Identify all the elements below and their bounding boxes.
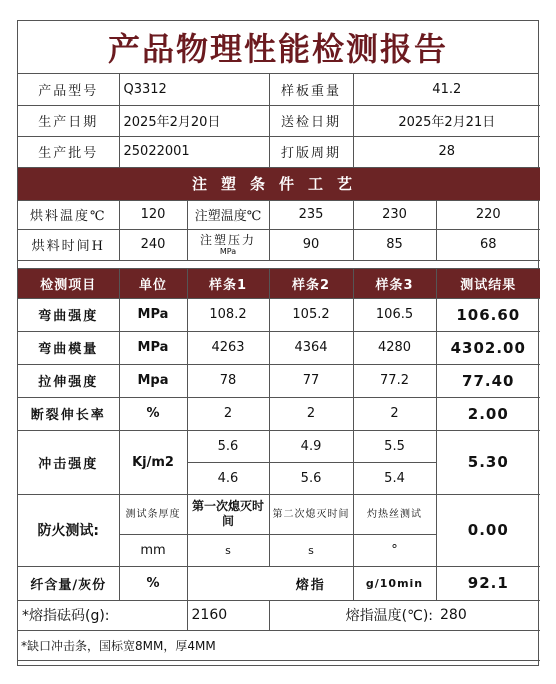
melt-temp-value: 280 [436,600,540,630]
col-header-s1: 样条1 [187,268,269,298]
impact-s3: 5.5 [353,430,436,462]
impact-s1: 5.6 [187,430,269,462]
dry-temp-value: 120 [119,200,187,229]
fire-first-unit: s [187,534,269,566]
test-item: 拉伸强度 [18,364,119,397]
spacer-row [18,260,540,268]
test-unit: MPa [119,331,187,364]
test-unit: Mpa [119,364,187,397]
weight-label: 样板重量 [269,74,353,105]
inj-press-value: 85 [353,229,436,260]
inj-temp-value: 230 [353,200,436,229]
inj-press-value: 90 [269,229,353,260]
fire-wire-unit: ° [353,534,436,566]
inj-temp-value: 220 [436,200,540,229]
fire-thickness-label: 测试条厚度 [119,494,187,534]
process-band: 注塑条件工艺 [18,167,540,200]
inj-press-value: 68 [436,229,540,260]
melt-row [18,600,540,630]
model-value: Q3312 [119,74,269,105]
melt-index-label: 熔指 [269,566,353,600]
melt-weight-value: 2160 [187,600,269,630]
inj-temp-value: 235 [269,200,353,229]
impact-row-1 [18,430,540,462]
melt-weight-label: *熔指砝码(g): [18,600,187,630]
test-result: 2.00 [436,397,540,430]
report-table [18,74,540,661]
inj-press-label: 注塑压力 [200,233,257,247]
test-result: 106.60 [436,298,540,331]
inj-press-cell [187,229,269,260]
table-row [18,397,540,430]
test-unit: % [119,397,187,430]
send-date-label: 送检日期 [269,105,353,136]
fire-wire-label: 灼热丝测试 [353,494,436,534]
fire-row-1 [18,494,540,534]
col-header-s2: 样条2 [269,268,353,298]
prod-date-label: 生产日期 [18,105,119,136]
test-s3: 106.5 [353,298,436,331]
test-s3: 2 [353,397,436,430]
fire-item: 防火测试: [18,494,119,566]
batch-label: 生产批号 [18,136,119,167]
dry-time-label: 烘料时间H [18,229,119,260]
process-row-temp [18,200,540,229]
inj-press-unit: MPa [219,247,237,256]
process-band-row [18,167,540,200]
info-row-model [18,74,540,105]
fiber-row [18,566,540,600]
test-s1: 78 [187,364,269,397]
table-row [18,331,540,364]
test-result: 4302.00 [436,331,540,364]
col-header-s3: 样条3 [353,268,436,298]
test-item: 断裂伸长率 [18,397,119,430]
report-title: 产品物理性能检测报告 [18,21,538,74]
info-row-batch [18,136,540,167]
melt-temp-label: 熔指温度(℃): [269,600,436,630]
impact-s2: 4.9 [269,430,353,462]
impact-s3: 5.4 [353,462,436,494]
info-row-date [18,105,540,136]
impact-item: 冲击强度 [18,430,119,494]
test-s1: 2 [187,397,269,430]
report-sheet [17,20,539,666]
dry-temp-label: 烘料温度℃ [18,200,119,229]
fire-second-label: 第二次熄灭时间 [269,494,353,534]
dry-time-value: 240 [119,229,187,260]
table-row [18,364,540,397]
fiber-item: 纤含量/灰份 [18,566,119,600]
impact-result: 5.30 [436,430,540,494]
test-s2: 105.2 [269,298,353,331]
note-row [18,630,540,660]
cycle-label: 打版周期 [269,136,353,167]
model-label: 产品型号 [18,74,119,105]
fire-result: 0.00 [436,494,540,566]
inj-temp-label: 注塑温度℃ [187,200,269,229]
test-item: 弯曲模量 [18,331,119,364]
col-header-item: 检测项目 [18,268,119,298]
impact-unit: Kj/m2 [119,430,187,494]
fire-first-label: 第一次熄灭时间 [187,494,269,534]
test-result: 77.40 [436,364,540,397]
footnote: *缺口冲击条，国标宽8MM，厚4MM [18,630,540,660]
fire-second-unit: s [269,534,353,566]
test-s2: 4364 [269,331,353,364]
test-s1: 108.2 [187,298,269,331]
process-row-time [18,229,540,260]
test-s1: 4263 [187,331,269,364]
impact-s1: 4.6 [187,462,269,494]
fiber-result: 92.1 [436,566,540,600]
weight-value: 41.2 [353,74,540,105]
batch-value: 25022001 [119,136,269,167]
fire-thickness-unit: mm [119,534,187,566]
test-s3: 4280 [353,331,436,364]
send-date-value: 2025年2月21日 [353,105,540,136]
melt-index-unit: g/10min [353,566,436,600]
test-unit: MPa [119,298,187,331]
test-s2: 2 [269,397,353,430]
table-row [18,298,540,331]
cycle-value: 28 [353,136,540,167]
fiber-unit: % [119,566,187,600]
test-s3: 77.2 [353,364,436,397]
col-header-result: 测试结果 [436,268,540,298]
impact-s2: 5.6 [269,462,353,494]
tests-header-row [18,268,540,298]
col-header-unit: 单位 [119,268,187,298]
prod-date-value: 2025年2月20日 [119,105,269,136]
test-item: 弯曲强度 [18,298,119,331]
test-s2: 77 [269,364,353,397]
